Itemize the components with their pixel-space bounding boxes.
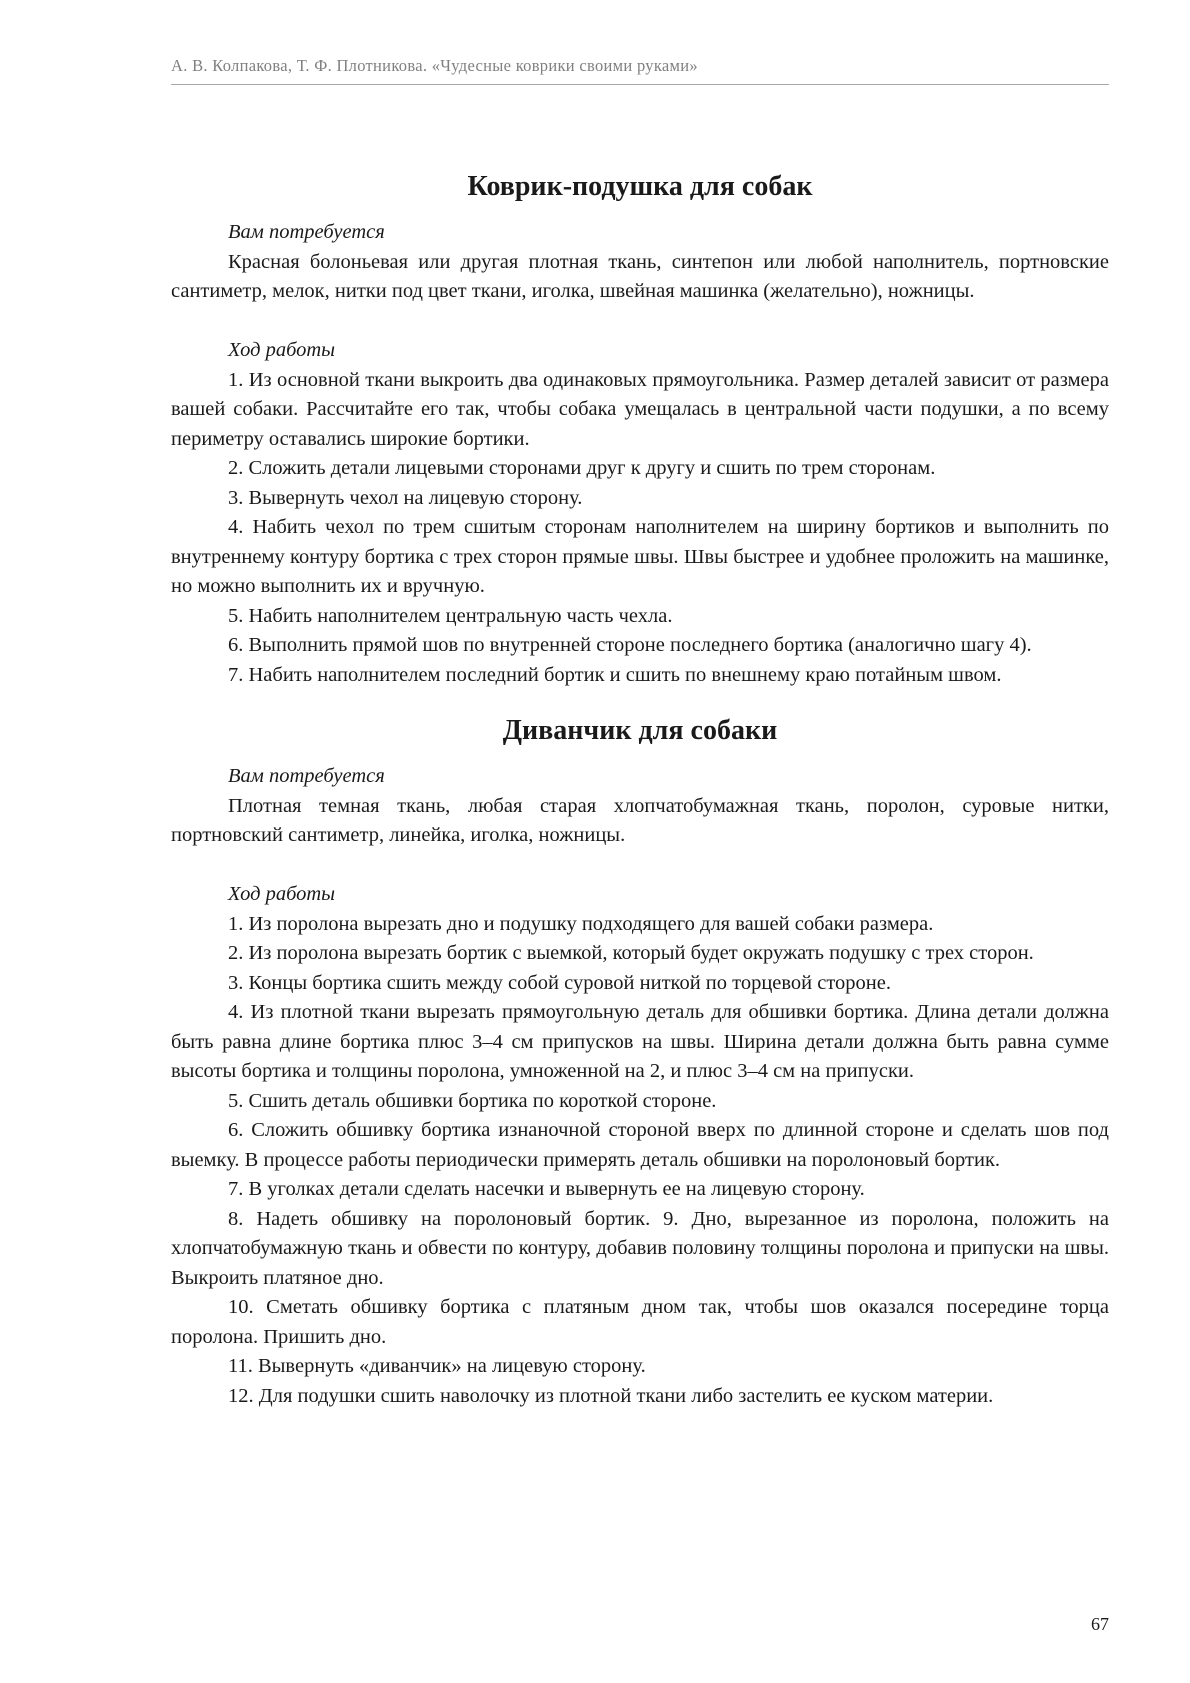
section-title: Коврик-подушка для собак xyxy=(467,171,813,202)
materials-heading: Вам потребуется xyxy=(228,765,385,787)
step-item: 1. Из основной ткани выкроить два одинаковых прямоугольника. Размер деталей зависит от размера вашей собаки. Рассчитайте его так, чтобы собака умещалась в центральной части подушки, а по всему периметру оставались широкие бортики. xyxy=(171,368,1109,450)
materials-heading: Вам потребуется xyxy=(228,221,385,243)
step-item: 6. Сложить обшивку бортика изнаночной стороной вверх по длинной стороне и сделать шов под выемку. В процессе работы периодически примерять деталь обшивки на поролоновый бортик. xyxy=(171,1119,1109,1171)
step-item: 10. Сметать обшивку бортика с платяным дном так, чтобы шов оказался посередине торца поролона. Пришить дно. xyxy=(171,1296,1109,1348)
section-title: Диванчик для собаки xyxy=(502,715,778,746)
page-number: 67 xyxy=(1091,1614,1109,1634)
section-dog-sofa xyxy=(171,712,1109,1411)
step-item: 2. Сложить детали лицевыми сторонами друг к другу и сшить по трем сторонам. xyxy=(228,457,936,479)
step-item: 4. Из плотной ткани вырезать прямоугольную деталь для обшивки бортика. Длина детали должна быть равна длине бортика плюс 3–4 см припусков на швы. Ширина детали должна быть равна сумме высоты бортика и толщины поролона, умноженной на 2, и плюс 3–4 см на припуски. xyxy=(171,1001,1109,1082)
materials-text: Плотная темная ткань, любая старая хлопчатобумажная ткань, поролон, суровые нитки, портновский сантиметр, линейка, иголка, ножницы. xyxy=(171,794,1109,846)
step-item: 7. Набить наполнителем последний бортик и сшить по внешнему краю потайным швом. xyxy=(228,663,1002,686)
procedure-heading: Ход работы xyxy=(228,339,336,361)
step-item: 3. Концы бортика сшить между собой суровой ниткой по торцевой стороне. xyxy=(228,971,892,994)
step-item: 11. Вывернуть «диванчик» на лицевую сторону. xyxy=(228,1355,646,1377)
page-content xyxy=(171,168,1109,1411)
running-header: А. В. Колпакова, Т. Ф. Плотникова. «Чудесные коврики своими руками» xyxy=(171,56,698,75)
step-item: 6. Выполнить прямой шов по внутренней стороне последнего бортика (аналогично шагу 4). xyxy=(228,634,1032,656)
step-item: 4. Набить чехол по трем сшитым сторонам наполнителем на ширину бортиков и выполнить по внутреннему контуру бортика с трех сторон прямые швы. Швы быстрее и удобнее проложить на машинке, но можно выполнить их и вручную. xyxy=(171,516,1109,597)
step-item: 3. Вывернуть чехол на лицевую сторону. xyxy=(228,486,583,509)
step-item: 7. В уголках детали сделать насечки и вывернуть ее на лицевую сторону. xyxy=(228,1178,865,1200)
step-item: 12. Для подушки сшить наволочку из плотной ткани либо застелить ее куском материи. xyxy=(228,1384,994,1407)
step-item: 8. Надеть обшивку на поролоновый бортик. 9. Дно, вырезанное из поролона, положить на хлопчатобумажную ткань и обвести по контуру, добавив половину толщины поролона и припуски на швы. Выкроить платяное дно. xyxy=(171,1207,1109,1289)
header-divider xyxy=(171,84,1109,85)
step-item: 2. Из поролона вырезать бортик с выемкой, который будет окружать подушку с трех сторон. xyxy=(228,942,1034,964)
step-item: 5. Набить наполнителем центральную часть чехла. xyxy=(228,604,673,627)
paragraph-gap xyxy=(171,307,1109,337)
procedure-heading: Ход работы xyxy=(228,883,336,905)
paragraph-gap xyxy=(171,851,1109,881)
materials-text: Красная болоньевая или другая плотная ткань, синтепон или любой наполнитель, портновские сантиметр, мелок, нитки под цвет ткани, иголка, швейная машинка (желательно), ножницы. xyxy=(171,250,1109,302)
section-dog-cushion xyxy=(171,168,1109,690)
step-item: 5. Сшить деталь обшивки бортика по короткой стороне. xyxy=(228,1089,717,1112)
step-item: 1. Из поролона вырезать дно и подушку подходящего для вашей собаки размера. xyxy=(228,912,934,935)
